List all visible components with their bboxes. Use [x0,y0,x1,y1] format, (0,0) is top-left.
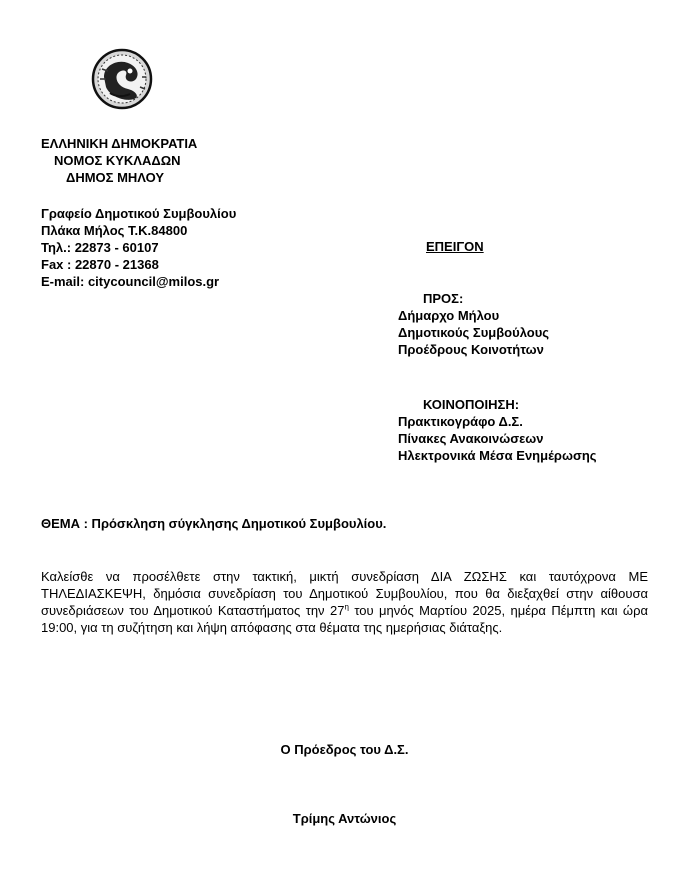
municipality-emblem-icon [90,47,154,111]
email-address: E-mail: citycouncil@milos.gr [41,274,220,289]
postal-address: Πλάκα Μήλος Τ.Κ.84800 [41,223,188,238]
recipient-item: Δημοτικούς Συμβούλους [398,325,550,340]
cc-block [398,396,597,464]
recipients-label: ΠΡΟΣ: [423,291,464,306]
country-name: ΕΛΛΗΝΙΚΗ ΔΗΜΟΚΡΑΤΙΑ [41,136,198,151]
contact-info [41,205,236,290]
cc-item: Πίνακες Ανακοινώσεων [398,431,544,446]
office-name: Γραφείο Δημοτικού Συμβουλίου [41,206,237,221]
cc-label: ΚΟΙΝΟΠΟΙΗΣΗ: [423,397,520,412]
signature-title: Ο Πρόεδρος του Δ.Σ. [280,742,409,757]
signature-name: Τρίμης Αντώνιος [292,811,397,826]
cc-item: Ηλεκτρονικά Μέσα Ενημέρωσης [398,448,597,463]
recipient-item: Δήμαρχο Μήλου [398,308,500,323]
prefecture-name: ΝΟΜΟΣ ΚΥΚΛΑΔΩΝ [54,153,181,168]
recipients-block [398,290,549,358]
fax-number: Fax : 22870 - 21368 [41,257,159,272]
body-text-part: Καλείσθε να προσέλθετε στην τακτική, μικτή συνεδρίαση ΔΙΑ ΖΩΣΗΣ και ταυτόχρονα ΜΕ ΤΗΛΕΔΙΑΣΚΕΨΗ, δημόσια συνεδρίαση του Δημοτικού Συμβουλίου, που θα διεξαχθεί στην αίθουσα συνεδριάσεων του Δημοτικού Καταστήματος την 27 [41,569,648,618]
invitation-body [41,568,648,636]
body-text-part: του μηνός Μαρτίου 2025, ημέρα Πέμπτη και ώρα 19:00, για τη συζήτηση και λήψη απόφασης στα θέματα της ημερήσιας διάταξης. [41,603,648,635]
ordinal-suffix: η [344,602,349,612]
subject-line: ΘΕΜΑ : Πρόσκληση σύγκλησης Δημοτικού Συμβουλίου. [41,516,387,531]
recipient-item: Προέδρους Κοινοτήτων [398,342,544,357]
municipality-name: ΔΗΜΟΣ ΜΗΛΟΥ [66,170,165,185]
phone-number: Τηλ.: 22873 - 60107 [41,240,159,255]
priority-label: ΕΠΕΙΓΟΝ [426,239,484,254]
cc-item: Πρακτικογράφο Δ.Σ. [398,414,523,429]
letterhead [41,135,197,186]
